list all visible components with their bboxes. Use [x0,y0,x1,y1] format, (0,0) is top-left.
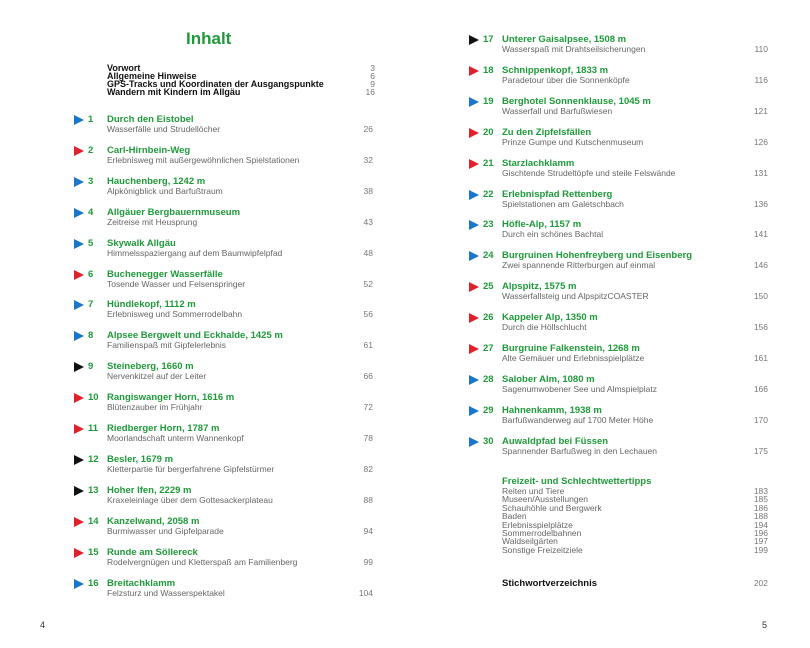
leisure-tip-page: 183 [753,486,768,496]
front-matter-title: Wandern mit Kindern im Allgäu [107,87,241,97]
page-number-left: 4 [40,620,46,630]
red-triangle-icon [469,313,479,323]
leisure-tip-label: Waldseilgärten [502,536,558,547]
tour-page-number: 26 [363,124,373,134]
red-triangle-icon [74,424,84,434]
leisure-tip-row[interactable] [502,504,768,512]
tour-title: Breitachklamm [107,578,176,589]
tour-page-number: 56 [363,309,373,319]
tour-number: 7 [88,299,94,310]
tour-number: 19 [483,96,494,107]
tour-title: Erlebnispfad Rettenberg [502,189,613,200]
tour-subtitle: Kletterpartie für bergerfahrene Gipfelstürmer [107,464,275,474]
tour-page-number: 94 [363,526,373,536]
front-matter-title: GPS-Tracks und Koordinaten der Ausgangspunkte [107,79,324,89]
blue-triangle-icon [74,115,84,125]
front-matter-page: 9 [370,79,375,89]
leisure-tips-section [502,476,768,554]
tour-subtitle: Wasserfallsteig und AlpspitzCOASTER [502,291,649,301]
tour-page-number: 61 [363,340,373,350]
tour-number: 28 [483,374,494,385]
red-triangle-icon [74,517,84,527]
tour-title: Berghotel Sonnenklause, 1045 m [502,96,651,107]
tour-number: 6 [88,269,94,280]
tour-title: Durch den Eistobel [107,114,194,125]
tour-number: 13 [88,485,99,496]
leisure-tip-page: 199 [753,544,768,555]
black-triangle-icon [469,35,479,45]
tour-subtitle: Kraxeleinlage über dem Gottesackerplateau [107,495,273,505]
tour-title: Hahnenkamm, 1938 m [502,405,602,416]
tour-page-number: 99 [363,557,373,567]
tour-number: 15 [88,547,99,558]
tour-number: 5 [88,238,94,249]
tour-number: 14 [88,516,99,527]
tour-title: Allgäuer Bergbauernmuseum [107,207,241,218]
leisure-tips-heading: Freizeit- und Schlechtwettertipps [502,476,652,487]
red-triangle-icon [469,159,479,169]
tour-subtitle: Wasserfälle und Strudellöcher [107,124,221,134]
keyword-index-row[interactable] [502,578,768,589]
tour-page-number: 136 [753,199,768,209]
tour-subtitle: Moorlandschaft unterm Wannenkopf [107,433,244,443]
black-triangle-icon [74,486,84,496]
front-matter-title: Allgemeine Hinweise [107,71,197,81]
tour-page-number: 170 [753,415,768,425]
leisure-tip-label: Sommerrodelbahnen [502,528,582,539]
page-number-right: 5 [762,620,768,630]
red-triangle-icon [469,282,479,292]
tour-title: Zu den Zipfelsfällen [502,127,592,138]
red-triangle-icon [469,128,479,138]
tour-subtitle: Rodelvergnügen und Kletterspaß am Familienberg [107,557,298,567]
tour-page-number: 88 [363,495,373,505]
tour-subtitle: Paradetour über die Sonnenköpfe [502,75,630,85]
tour-number: 12 [88,454,99,465]
tour-number: 29 [483,405,494,416]
tour-subtitle: Alte Gemäuer und Erlebnisspielplätze [502,353,645,363]
page-title: Inhalt [186,29,232,48]
tour-title: Runde am Söllereck [107,547,198,558]
tour-title: Hündlekopf, 1112 m [107,299,196,310]
tour-page-number: 78 [363,433,373,443]
tour-subtitle: Burmiwasser und Gipfelparade [107,526,224,536]
tour-title: Rangiswanger Horn, 1616 m [107,392,235,403]
blue-triangle-icon [469,190,479,200]
blue-triangle-icon [469,251,479,261]
tour-page-number: 166 [753,384,768,394]
tour-title: Salober Alm, 1080 m [502,374,595,385]
tour-title: Schnippenkopf, 1833 m [502,65,609,76]
tour-subtitle: Wasserspaß mit Drahtseilsicherungen [502,44,646,54]
black-triangle-icon [74,455,84,465]
tour-number: 20 [483,127,494,138]
front-matter-row[interactable] [107,88,375,96]
tour-subtitle: Spielstationen am Galetschbach [502,199,624,209]
tour-subtitle: Zwei spannende Ritterburgen auf einmal [502,260,656,270]
tour-title: Starzlachklamm [502,158,575,169]
tour-number: 17 [483,34,494,45]
tour-page-number: 131 [753,168,768,178]
tour-page-number: 72 [363,402,373,412]
tour-page-number: 104 [358,588,373,598]
tour-page-number: 52 [363,279,373,289]
tour-title: Hauchenberg, 1242 m [107,176,206,187]
tour-page-number: 150 [753,291,768,301]
tour-page-number: 38 [363,186,373,196]
tour-page-number: 146 [753,260,768,270]
tour-subtitle: Himmelsspaziergang auf dem Baumwipfelpfad [107,248,283,258]
tour-subtitle: Alpkönigblick und Barfußtraum [107,186,223,196]
tour-subtitle: Erlebnisweg mit außergewöhnlichen Spielstationen [107,155,300,165]
tour-page-number: 82 [363,464,373,474]
front-matter-page: 6 [370,71,375,81]
tour-number: 27 [483,343,494,354]
leisure-tip-page: 188 [753,511,768,522]
tour-subtitle: Sagenumwobener See und Almspielplatz [502,384,657,394]
tour-page-number: 161 [753,353,768,363]
leisure-tip-label: Erlebnisspielplätze [502,519,573,530]
tour-subtitle: Tosende Wasser und Felsenspringer [107,279,246,289]
tour-page-number: 156 [753,322,768,332]
tour-page-number: 126 [753,137,768,147]
tour-number: 30 [483,436,494,447]
blue-triangle-icon [74,208,84,218]
tour-title: Höfle-Alp, 1157 m [502,219,582,230]
red-triangle-icon [469,66,479,76]
tour-title: Riedberger Horn, 1787 m [107,423,220,434]
tour-subtitle: Durch die Höllschlucht [502,322,587,332]
red-triangle-icon [74,548,84,558]
tour-number: 1 [88,114,94,125]
leisure-tip-label: Museen/Ausstellungen [502,494,589,505]
keyword-index-page: 202 [753,578,768,588]
tour-page-number: 121 [753,106,768,116]
tour-title: Unterer Gaisalpsee, 1508 m [502,34,627,45]
tour-number: 23 [483,219,494,230]
tour-subtitle: Barfußwanderweg auf 1700 Meter Höhe [502,415,654,425]
leisure-tip-page: 194 [753,519,768,530]
tour-title: Alpspitz, 1575 m [502,281,577,292]
tour-title: Steineberg, 1660 m [107,361,194,372]
tour-subtitle: Spannender Barfußweg in den Lechauen [502,446,658,456]
front-matter-title: Vorwort [107,63,141,73]
tour-page-number: 32 [363,155,373,165]
tour-page-number: 43 [363,217,373,227]
red-triangle-icon [74,393,84,403]
black-triangle-icon [74,362,84,372]
tour-number: 25 [483,281,494,292]
blue-triangle-icon [74,177,84,187]
leisure-tip-label: Schauhöhle und Bergwerk [502,502,602,513]
tour-title: Burgruine Falkenstein, 1268 m [502,343,640,354]
tour-title: Burgruinen Hohenfreyberg und Eisenberg [502,250,693,261]
leisure-tip-label: Sonstige Freizeitziele [502,544,583,555]
tour-subtitle: Familienspaß mit Gipfelerlebnis [107,340,227,350]
tour-number: 24 [483,250,494,261]
tour-subtitle: Gischtende Strudeltöpfe und steile Felswände [502,168,676,178]
red-triangle-icon [469,344,479,354]
tour-subtitle: Zeitreise mit Heusprung [107,217,198,227]
red-triangle-icon [74,270,84,280]
tour-page-number: 141 [753,229,768,239]
tour-subtitle: Blütenzauber im Frühjahr [107,402,203,412]
red-triangle-icon [74,146,84,156]
tour-title: Auwaldpfad bei Füssen [502,436,609,447]
tour-page-number: 110 [754,44,768,54]
tour-subtitle: Felzsturz und Wasserspektakel [107,588,225,598]
tour-page-number: 175 [753,446,768,456]
tour-number: 3 [88,176,94,187]
blue-triangle-icon [74,331,84,341]
blue-triangle-icon [469,375,479,385]
tour-title: Kanzelwand, 2058 m [107,516,200,527]
leisure-tip-label: Baden [502,511,527,522]
tour-title: Besler, 1679 m [107,454,174,465]
front-matter-page: 16 [365,87,375,97]
tour-title: Carl-Hirnbein-Weg [107,145,191,156]
tour-number: 8 [88,330,94,341]
tour-subtitle: Prinze Gumpe und Kutschenmuseum [502,137,644,147]
tour-subtitle: Erlebnisweg und Sommerrodelbahn [107,309,243,319]
tour-number: 4 [88,207,94,218]
blue-triangle-icon [469,97,479,107]
tour-title: Alpsee Bergwelt und Eckhalde, 1425 m [107,330,283,341]
tour-title: Buchenegger Wasserfälle [107,269,223,280]
blue-triangle-icon [74,579,84,589]
tour-subtitle: Wasserfall und Barfußwiesen [502,106,613,116]
tour-number: 11 [88,423,99,434]
front-matter-page: 3 [370,63,375,73]
tour-page-number: 116 [754,75,768,85]
tour-title: Hoher Ifen, 2229 m [107,485,192,496]
leisure-tip-label: Reiten und Tiere [502,486,565,496]
blue-triangle-icon [469,220,479,230]
tour-number: 21 [483,158,494,169]
tour-number: 9 [88,361,94,372]
tour-page-number: 66 [363,371,373,381]
blue-triangle-icon [469,437,479,447]
keyword-index-label: Stichwortverzeichnis [502,578,598,589]
blue-triangle-icon [469,406,479,416]
leisure-tip-page: 196 [753,528,768,539]
tour-number: 2 [88,145,94,156]
tour-title: Kappeler Alp, 1350 m [502,312,598,323]
tour-number: 22 [483,189,494,200]
tour-subtitle: Durch ein schönes Bachtal [502,229,604,239]
leisure-tip-page: 185 [753,494,768,505]
blue-triangle-icon [74,239,84,249]
front-matter-list [107,64,375,96]
tour-number: 10 [88,392,99,403]
leisure-tip-page: 186 [753,502,768,513]
tour-subtitle: Nervenkitzel auf der Leiter [107,371,207,381]
tour-number: 26 [483,312,494,323]
tour-page-number: 48 [363,248,373,258]
tour-number: 16 [88,578,99,589]
leisure-tip-page: 197 [753,536,768,547]
tour-title: Skywalk Allgäu [107,238,176,249]
leisure-tip-row[interactable] [502,546,768,554]
blue-triangle-icon [74,300,84,310]
tour-number: 18 [483,65,494,76]
